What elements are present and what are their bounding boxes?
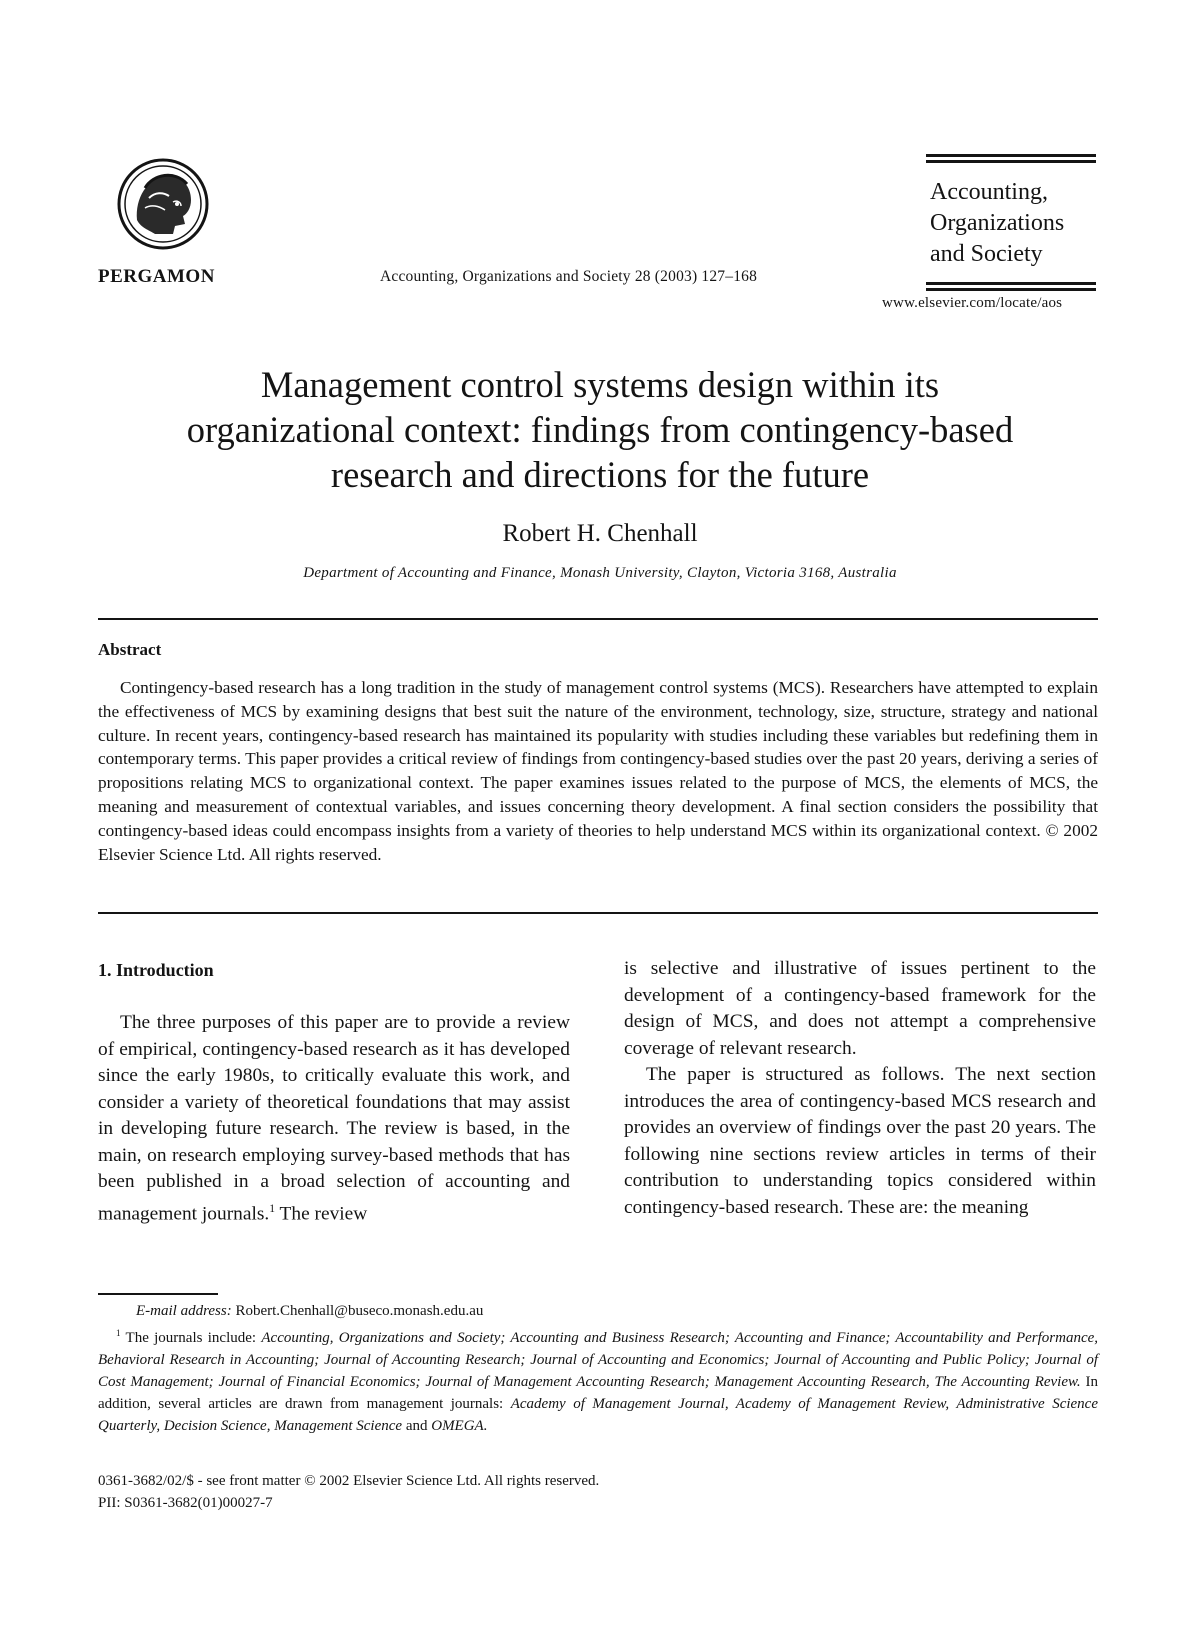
issn-line: 0361-3682/02/$ - see front matter © 2002 Elsevier Science Ltd. All rights reserved. — [98, 1473, 600, 1489]
footnote-ref[interactable]: 1 — [269, 1201, 276, 1215]
intro-paragraph-continued: is selective and illustrative of issues pertinent to the development of a contingency-based framework for the design of MCS, and does not attempt a comprehensive coverage of relevant research. — [624, 958, 1096, 1059]
article-title-line: Management control systems design within its — [260, 364, 940, 405]
intro-paragraph — [98, 1010, 570, 1227]
pii-line: PII: S0361-3682(01)00027-7 — [98, 1495, 273, 1511]
publisher-name: PERGAMON — [98, 266, 215, 287]
email-label: E-mail address: — [136, 1303, 232, 1319]
journals-footnote — [98, 1322, 1098, 1437]
journals-footnote-intro: The journals include: — [125, 1330, 257, 1346]
email-footnote — [98, 1300, 1098, 1322]
article-title-line: organizational context: findings from contingency-based — [186, 409, 1014, 450]
journal-title-line: Organizations — [930, 210, 1065, 236]
article-title-line: research and directions for the future — [330, 454, 870, 495]
structure-paragraph: The paper is structured as follows. The next section introduces the area of contingency-based MCS research and provides an overview of findings over the past 20 years. The following nine sections review articles in terms of their contribution to understanding topics considered within contingency-based research. These are: the meaning — [624, 1064, 1096, 1218]
abstract-bottom-rule — [98, 912, 1098, 914]
journal-rule-bottom — [926, 282, 1096, 285]
footnote-omega: OMEGA. — [431, 1418, 488, 1434]
abstract-heading: Abstract — [98, 640, 162, 659]
journal-title-line: Accounting, — [930, 179, 1048, 205]
journals-footnote-mid: In addition, several articles are drawn from management journals: — [98, 1374, 1099, 1412]
body-column-right — [624, 956, 1096, 1221]
journals-list: Accounting, Organizations and Society; Accounting and Business Research; Accounting and Finance; Accountability and Performance, Behavioral Research in Accounting; Journal of Accounting Research; Journal of Accounting and Economics; Journal of Accounting and Public Policy; Journal of Cost Management; Journal of Financial Economics; Journal of Management Accounting Research; Management Accounting Research, The Accounting Review. — [98, 1330, 1099, 1390]
publisher-logo-emblem — [115, 158, 215, 252]
journal-title-line: and Society — [930, 241, 1043, 267]
footnote-mark: 1 — [116, 1328, 121, 1338]
intro-paragraph-text: The three purposes of this paper are to provide a review of empirical, contingency-based research as it has developed since the early 1980s, to critically evaluate this work, and consider a variety of theoretical foundations that may assist in developing future research. The review is based, in the main, on research employing survey-based methods that has been published in a broad selection of accounting and management journals. — [98, 1012, 570, 1224]
journal-citation: Accounting, Organizations and Society 28 (2003) 127–168 — [380, 268, 758, 285]
footnotes — [98, 1300, 1098, 1437]
journal-title — [930, 177, 1096, 270]
management-journals-list: Academy of Management Journal, Academy of Management Review, Administrative Science Quarterly, Decision Science, Management Science — [98, 1396, 1098, 1434]
article-author: Robert H. Chenhall — [502, 520, 698, 547]
article-title — [0, 362, 1200, 497]
email-address[interactable]: Robert.Chenhall@buseco.monash.edu.au — [235, 1303, 484, 1319]
author-affiliation: Department of Accounting and Finance, Monash University, Clayton, Victoria 3168, Australia — [303, 565, 897, 581]
journal-url: www.elsevier.com/locate/aos — [882, 295, 1063, 311]
journal-rule-top-2 — [926, 160, 1096, 163]
abstract-top-rule — [98, 618, 1098, 620]
abstract-text: Contingency-based research has a long tradition in the study of management control systems (MCS). Researchers have attempted to explain the effectiveness of MCS by examining designs that best suit the nature of the environment, technology, size, structure, strategy and national culture. In recent years, contingency-based research has maintained its popularity with studies including these variables but redefining them in contemporary terms. This paper provides a critical review of findings from contingency-based studies over the past 20 years, deriving a series of propositions relating MCS to organizational context. The paper examines issues related to the purpose of MCS, the elements of MCS, the meaning and measurement of contextual variables, and issues concerning theory development. A final section considers the possibility that contingency-based ideas could encompass insights from a variety of theories to help understand MCS within its organizational context. © 2002 Elsevier Science Ltd. All rights reserved. — [98, 678, 1098, 864]
front-matter-info — [98, 1470, 599, 1514]
section-heading-introduction: 1. Introduction — [98, 960, 214, 980]
journal-rule-bottom-2 — [926, 288, 1096, 291]
helmeted-head-emblem-icon — [115, 158, 215, 252]
intro-paragraph-tail: The review — [275, 1202, 368, 1224]
journal-rule-top — [926, 154, 1096, 157]
journal-title-block — [926, 154, 1096, 294]
footnote-rule — [98, 1293, 218, 1295]
footnote-and: and — [405, 1418, 428, 1434]
body-column-left — [98, 1010, 570, 1227]
